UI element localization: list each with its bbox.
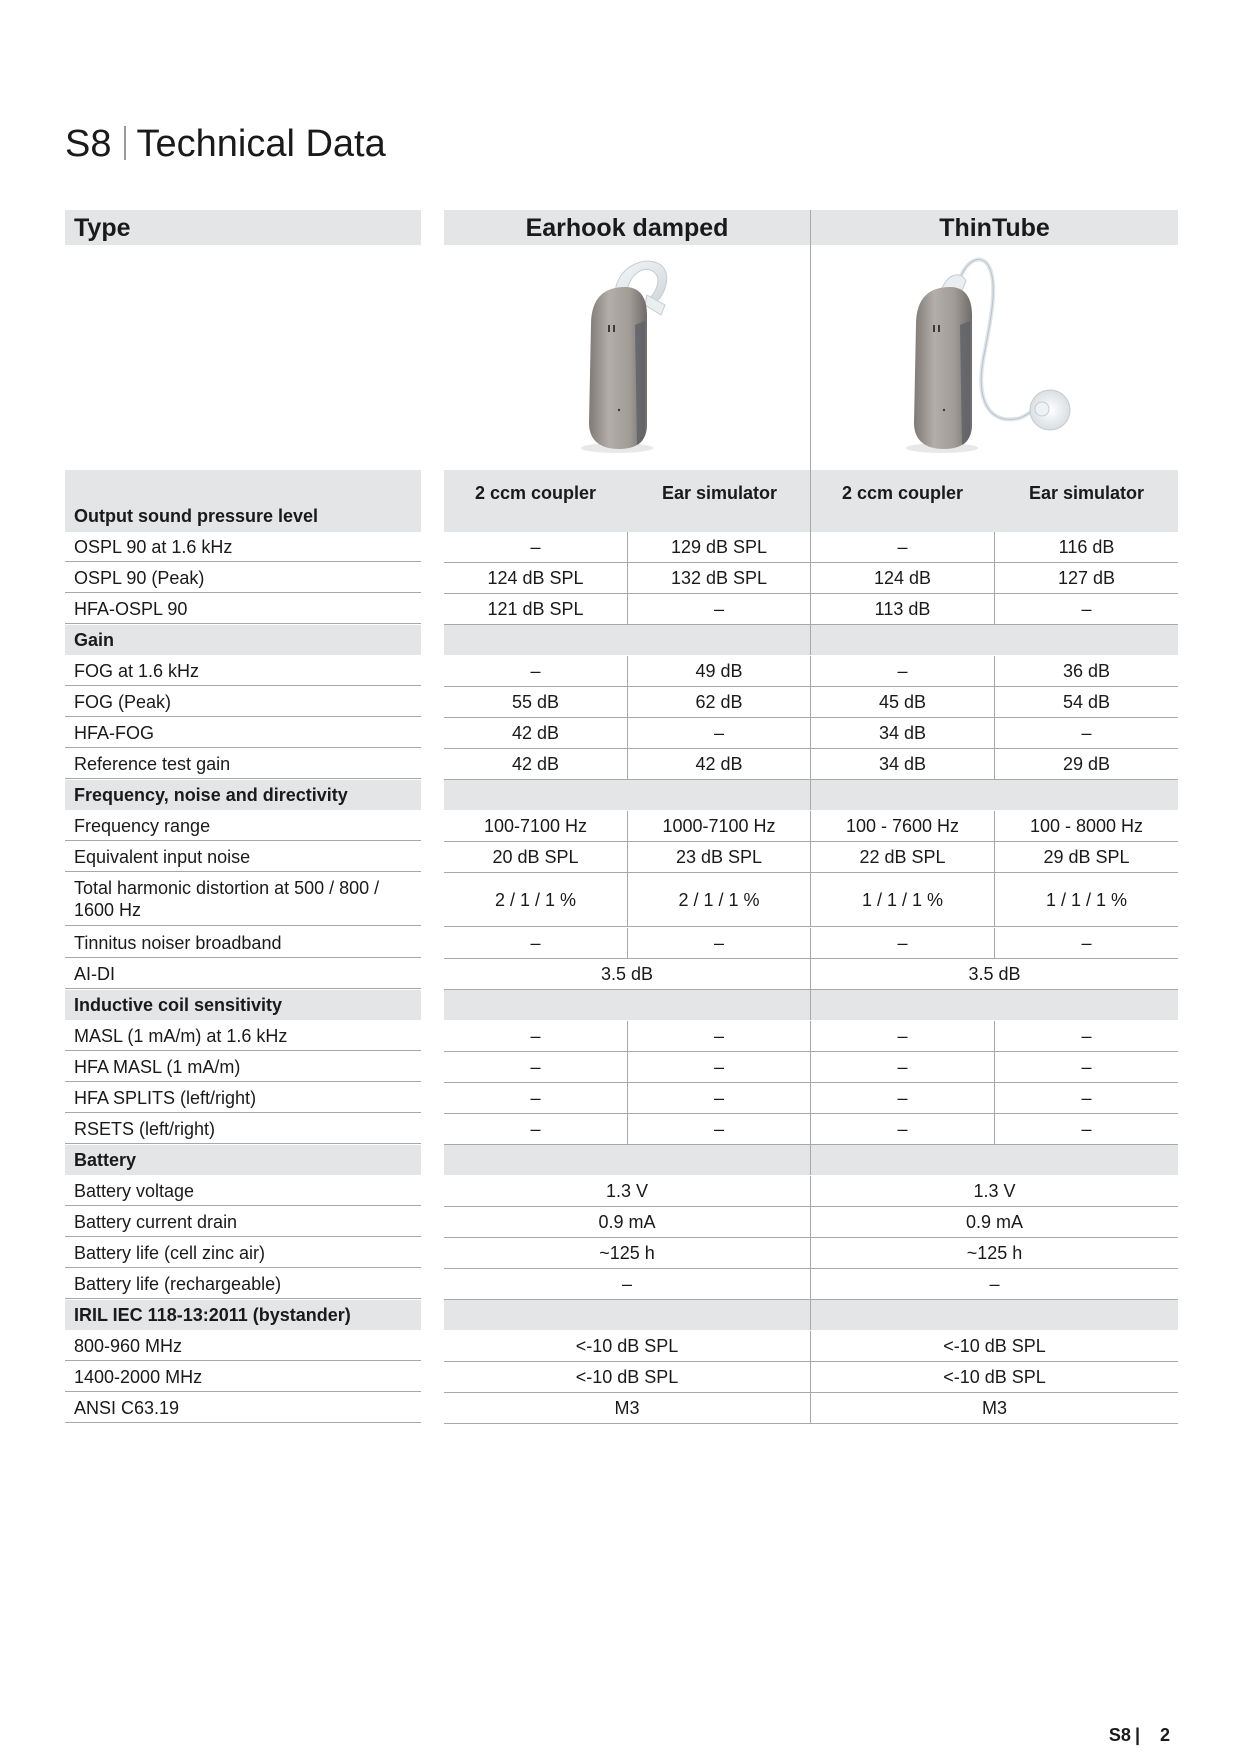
row-values xyxy=(444,1176,1178,1207)
row-label: FOG (Peak) xyxy=(65,687,421,717)
value-cell: – xyxy=(628,594,811,624)
column-divider xyxy=(810,1145,811,1175)
value-cell: 124 dB SPL xyxy=(444,563,628,593)
row-label: HFA MASL (1 mA/m) xyxy=(65,1052,421,1082)
earhook-device-image xyxy=(575,255,685,455)
value-cell: 129 dB SPL xyxy=(628,532,811,562)
row-values xyxy=(444,656,1178,687)
row-label: Reference test gain xyxy=(65,749,421,779)
value-cell: – xyxy=(1081,1119,1092,1139)
value-cell: 29 dB xyxy=(1062,754,1111,774)
table-row xyxy=(65,928,1178,959)
value-cell: 1 / 1 / 1 % xyxy=(811,873,995,926)
value-cell: 49 dB xyxy=(628,656,811,686)
value-cell: – xyxy=(628,928,811,958)
row-label: HFA-OSPL 90 xyxy=(65,594,421,624)
row-values xyxy=(444,1238,1178,1269)
column-header-thintube: ThinTube xyxy=(811,210,1178,245)
table-row xyxy=(65,563,1178,594)
value-cell: 124 dB xyxy=(811,563,995,593)
title-model: S8 xyxy=(65,123,112,165)
table-row xyxy=(65,1269,1178,1300)
value-cell: 127 dB xyxy=(1057,568,1116,588)
title-text: Technical Data xyxy=(136,123,386,165)
value-cell-spanning: <-10 dB SPL xyxy=(943,1336,1046,1356)
value-cell-spanning: – xyxy=(989,1274,1000,1294)
value-cell-spanning: <-10 dB SPL xyxy=(444,1331,811,1361)
column-divider xyxy=(810,210,811,475)
value-cell: – xyxy=(811,1083,995,1113)
value-cell: – xyxy=(444,532,628,562)
value-cell: – xyxy=(444,928,628,958)
column-divider xyxy=(810,1300,811,1330)
row-label: Frequency range xyxy=(65,811,421,841)
value-cell: – xyxy=(811,656,995,686)
table-row xyxy=(65,718,1178,749)
row-values xyxy=(444,1021,1178,1052)
row-values xyxy=(444,780,1178,810)
measurement-subheader xyxy=(65,470,1178,532)
page-footer xyxy=(1109,1724,1170,1746)
value-cell: – xyxy=(444,656,628,686)
value-cell: 113 dB xyxy=(811,594,995,624)
section-header-row xyxy=(65,990,1178,1021)
value-cell: 36 dB xyxy=(1062,661,1111,681)
section-header-row xyxy=(65,1145,1178,1176)
row-values xyxy=(444,687,1178,718)
row-values xyxy=(444,811,1178,842)
value-cell-spanning: ~125 h xyxy=(444,1238,811,1268)
row-values xyxy=(444,1331,1178,1362)
section-label: Inductive coil sensitivity xyxy=(65,990,421,1020)
row-label: HFA SPLITS (left/right) xyxy=(65,1083,421,1113)
table-row xyxy=(65,594,1178,625)
value-cell: 132 dB SPL xyxy=(628,563,811,593)
value-cell-spanning: M3 xyxy=(981,1398,1007,1418)
value-cell-spanning: 3.5 dB xyxy=(444,959,811,989)
value-cell: 20 dB SPL xyxy=(444,842,628,872)
title-divider xyxy=(124,126,126,160)
value-cell: – xyxy=(444,1021,628,1051)
section-header-row xyxy=(65,780,1178,811)
value-cell: 34 dB xyxy=(811,718,995,748)
page-title xyxy=(65,118,386,170)
row-values xyxy=(444,749,1178,780)
table-row xyxy=(65,873,1178,926)
value-cell: 100 - 7600 Hz xyxy=(811,811,995,841)
row-values xyxy=(444,959,1178,990)
method-header: Ear simulator xyxy=(1028,483,1145,503)
row-label: AI-DI xyxy=(65,959,421,989)
row-label: 800-960 MHz xyxy=(65,1331,421,1361)
value-cell: 55 dB xyxy=(444,687,628,717)
value-cell: 121 dB SPL xyxy=(444,594,628,624)
row-values xyxy=(444,594,1178,625)
table-row xyxy=(65,842,1178,873)
value-cell: 29 dB SPL xyxy=(1043,847,1130,867)
value-cell: – xyxy=(1081,1057,1092,1077)
value-cell: – xyxy=(444,1083,628,1113)
value-cell: – xyxy=(811,1052,995,1082)
type-header: Type xyxy=(65,210,421,245)
value-cell: 34 dB xyxy=(811,749,995,779)
value-cell-spanning: – xyxy=(444,1269,811,1299)
value-cell: 62 dB xyxy=(628,687,811,717)
page-number: 2 xyxy=(1159,1725,1170,1745)
value-cell: – xyxy=(1081,933,1092,953)
table-row xyxy=(65,687,1178,718)
row-values xyxy=(444,873,1178,927)
section-header-row xyxy=(65,1300,1178,1331)
column-divider xyxy=(810,990,811,1020)
footer-model: S8 xyxy=(1108,1725,1131,1745)
value-cell: 116 dB xyxy=(1058,537,1115,557)
value-cell-spanning: 0.9 mA xyxy=(444,1207,811,1237)
row-values xyxy=(444,1300,1178,1330)
value-cell: – xyxy=(444,1052,628,1082)
row-label: Battery life (rechargeable) xyxy=(65,1269,421,1299)
value-cell: 100 - 8000 Hz xyxy=(1029,816,1144,836)
value-cell: – xyxy=(628,1052,811,1082)
section-label: Gain xyxy=(65,625,421,655)
section-label: Frequency, noise and directivity xyxy=(65,780,421,810)
value-cell: 42 dB xyxy=(444,718,628,748)
table-row xyxy=(65,1238,1178,1269)
value-cell: 22 dB SPL xyxy=(811,842,995,872)
value-cell: 1000-7100 Hz xyxy=(628,811,811,841)
row-label: OSPL 90 at 1.6 kHz xyxy=(65,532,421,562)
row-values xyxy=(444,928,1178,959)
row-label: HFA-FOG xyxy=(65,718,421,748)
section-label: IRIL IEC 118-13:2011 (bystander) xyxy=(65,1300,421,1330)
value-cell: – xyxy=(1081,1026,1092,1046)
row-label: RSETS (left/right) xyxy=(65,1114,421,1144)
row-label: Battery life (cell zinc air) xyxy=(65,1238,421,1268)
table-row xyxy=(65,532,1178,563)
table-row xyxy=(65,1114,1178,1145)
row-values xyxy=(444,625,1178,655)
column-header-earhook: Earhook damped xyxy=(444,210,810,245)
row-values xyxy=(444,842,1178,873)
value-cell: – xyxy=(811,532,995,562)
table-row xyxy=(65,1176,1178,1207)
value-cell: 54 dB xyxy=(1062,692,1111,712)
row-values xyxy=(444,1207,1178,1238)
value-cell: – xyxy=(1081,599,1092,619)
column-divider xyxy=(810,780,811,810)
value-cell: – xyxy=(628,1021,811,1051)
row-values xyxy=(444,563,1178,594)
row-label: Battery current drain xyxy=(65,1207,421,1237)
table-row xyxy=(65,1362,1178,1393)
method-header: 2 ccm coupler xyxy=(474,483,597,503)
method-header: Ear simulator xyxy=(661,483,778,503)
row-values xyxy=(444,1083,1178,1114)
column-divider xyxy=(810,470,811,532)
value-cell-spanning: 0.9 mA xyxy=(965,1212,1024,1232)
value-cell-spanning: 1.3 V xyxy=(973,1181,1016,1201)
row-values xyxy=(444,1145,1178,1175)
row-values xyxy=(444,532,1178,563)
value-cell-spanning: 1.3 V xyxy=(444,1176,811,1206)
column-divider xyxy=(810,625,811,655)
table-row xyxy=(65,1083,1178,1114)
table-row xyxy=(65,1021,1178,1052)
value-cell-spanning: ~125 h xyxy=(966,1243,1023,1263)
table-row xyxy=(65,1331,1178,1362)
value-cell: 2 / 1 / 1 % xyxy=(628,873,811,926)
row-label: Battery voltage xyxy=(65,1176,421,1206)
row-values xyxy=(444,1362,1178,1393)
value-cell: 1 / 1 / 1 % xyxy=(1045,890,1128,910)
value-cell: 42 dB xyxy=(444,749,628,779)
value-cell: – xyxy=(1081,723,1092,743)
value-cell: – xyxy=(628,1114,811,1144)
row-label: 1400-2000 MHz xyxy=(65,1362,421,1392)
table-row xyxy=(65,959,1178,990)
value-cell: – xyxy=(811,1021,995,1051)
table-row xyxy=(65,1393,1178,1424)
row-label: Equivalent input noise xyxy=(65,842,421,872)
footer-separator: | xyxy=(1134,1725,1140,1745)
row-label: Tinnitus noiser broadband xyxy=(65,928,421,958)
row-values xyxy=(444,1114,1178,1145)
row-values xyxy=(444,1269,1178,1300)
value-cell: – xyxy=(628,718,811,748)
value-cell-spanning: <-10 dB SPL xyxy=(943,1367,1046,1387)
table-row xyxy=(65,1052,1178,1083)
row-values xyxy=(444,1393,1178,1424)
row-values xyxy=(444,718,1178,749)
row-values xyxy=(444,1052,1178,1083)
section-label: Battery xyxy=(65,1145,421,1175)
table-row xyxy=(65,749,1178,780)
table-row xyxy=(65,1207,1178,1238)
value-cell: 2 / 1 / 1 % xyxy=(444,873,628,926)
value-cell: – xyxy=(811,928,995,958)
row-label: ANSI C63.19 xyxy=(65,1393,421,1423)
value-cell-spanning: M3 xyxy=(444,1393,811,1423)
table-row xyxy=(65,811,1178,842)
value-cell: 42 dB xyxy=(628,749,811,779)
row-values xyxy=(444,990,1178,1020)
value-cell: 45 dB xyxy=(811,687,995,717)
value-cell-spanning: 3.5 dB xyxy=(968,964,1021,984)
row-label: Total harmonic distortion at 500 / 800 / 1600 Hz xyxy=(65,873,421,926)
value-cell: 100-7100 Hz xyxy=(444,811,628,841)
value-cell: – xyxy=(811,1114,995,1144)
value-cell: 23 dB SPL xyxy=(628,842,811,872)
value-cell: – xyxy=(1081,1088,1092,1108)
value-cell: – xyxy=(444,1114,628,1144)
thintube-device-image xyxy=(900,255,1090,455)
row-label: FOG at 1.6 kHz xyxy=(65,656,421,686)
output-spl-section-label: Output sound pressure level xyxy=(65,470,421,532)
row-label: MASL (1 mA/m) at 1.6 kHz xyxy=(65,1021,421,1051)
table-row xyxy=(65,656,1178,687)
value-cell: – xyxy=(628,1083,811,1113)
method-header: 2 ccm coupler xyxy=(841,483,964,503)
row-label: OSPL 90 (Peak) xyxy=(65,563,421,593)
value-cell-spanning: <-10 dB SPL xyxy=(444,1362,811,1392)
section-header-row xyxy=(65,625,1178,656)
measurement-method-headers xyxy=(444,470,1178,532)
